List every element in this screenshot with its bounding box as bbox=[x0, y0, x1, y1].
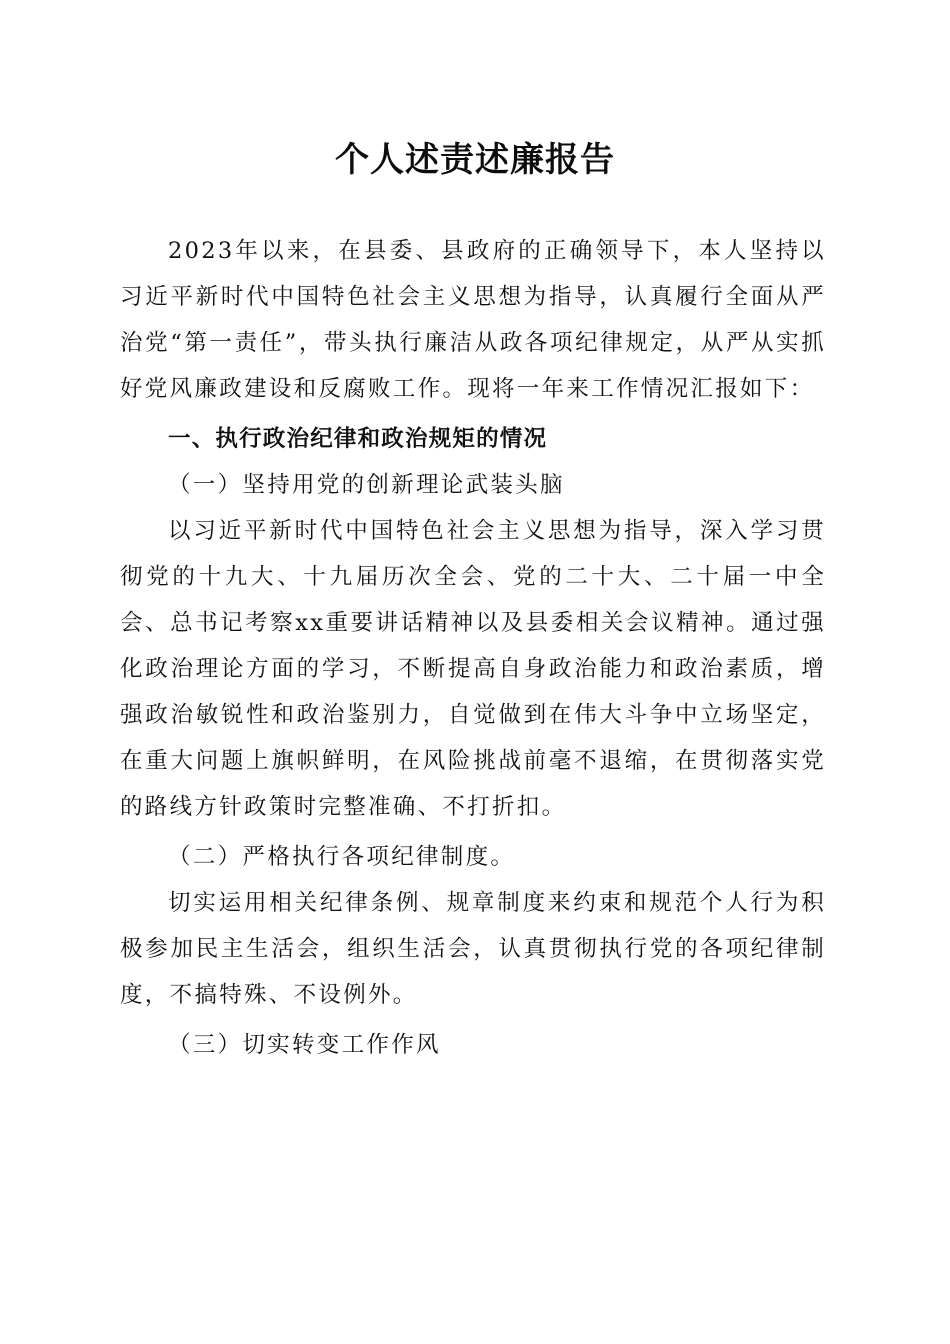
subsection-2-paragraph: 切实运用相关纪律条例、规章制度来约束和规范个人行为积极参加民主生活会，组织生活会，认真贯彻执行党的各项纪律制度，不搞特殊、不设例外。 bbox=[120, 890, 826, 1008]
section-1-heading: 一、执行政治纪律和政治规矩的情况 bbox=[168, 426, 548, 452]
document-title: 个人述责述廉报告 bbox=[335, 140, 615, 180]
subsection-3-heading: （三）切实转变工作作风 bbox=[168, 1032, 441, 1058]
document-body bbox=[120, 228, 826, 1068]
intro-paragraph: 2023年以来，在县委、县政府的正确领导下，本人坚持以习近平新时代中国特色社会主义思想为指导，认真履行全面从严治党“第一责任”，带头执行廉洁从政各项纪律规定，从严从实抓好党风廉政建设和反腐败工作。现将一年来工作情况汇报如下： bbox=[120, 238, 826, 402]
subsection-1-heading: （一）坚持用党的创新理论武装头脑 bbox=[168, 472, 565, 498]
subsection-2-heading: （二）严格执行各项纪律制度。 bbox=[168, 844, 516, 870]
subsection-1-paragraph: 以习近平新时代中国特色社会主义思想为指导，深入学习贯彻党的十九大、十九届历次全会、党的二十大、二十届一中全会、总书记考察xx重要讲话精神以及县委相关会议精神。通过强化政治理论方面的学习，不断提高自身政治能力和政治素质，增强政治敏锐性和政治鉴别力，自觉做到在伟大斗争中立场坚定，在重大问题上旗帜鲜明，在风险挑战前毫不退缩，在贯彻落实党的路线方针政策时完整准确、不打折扣。 bbox=[120, 518, 826, 820]
